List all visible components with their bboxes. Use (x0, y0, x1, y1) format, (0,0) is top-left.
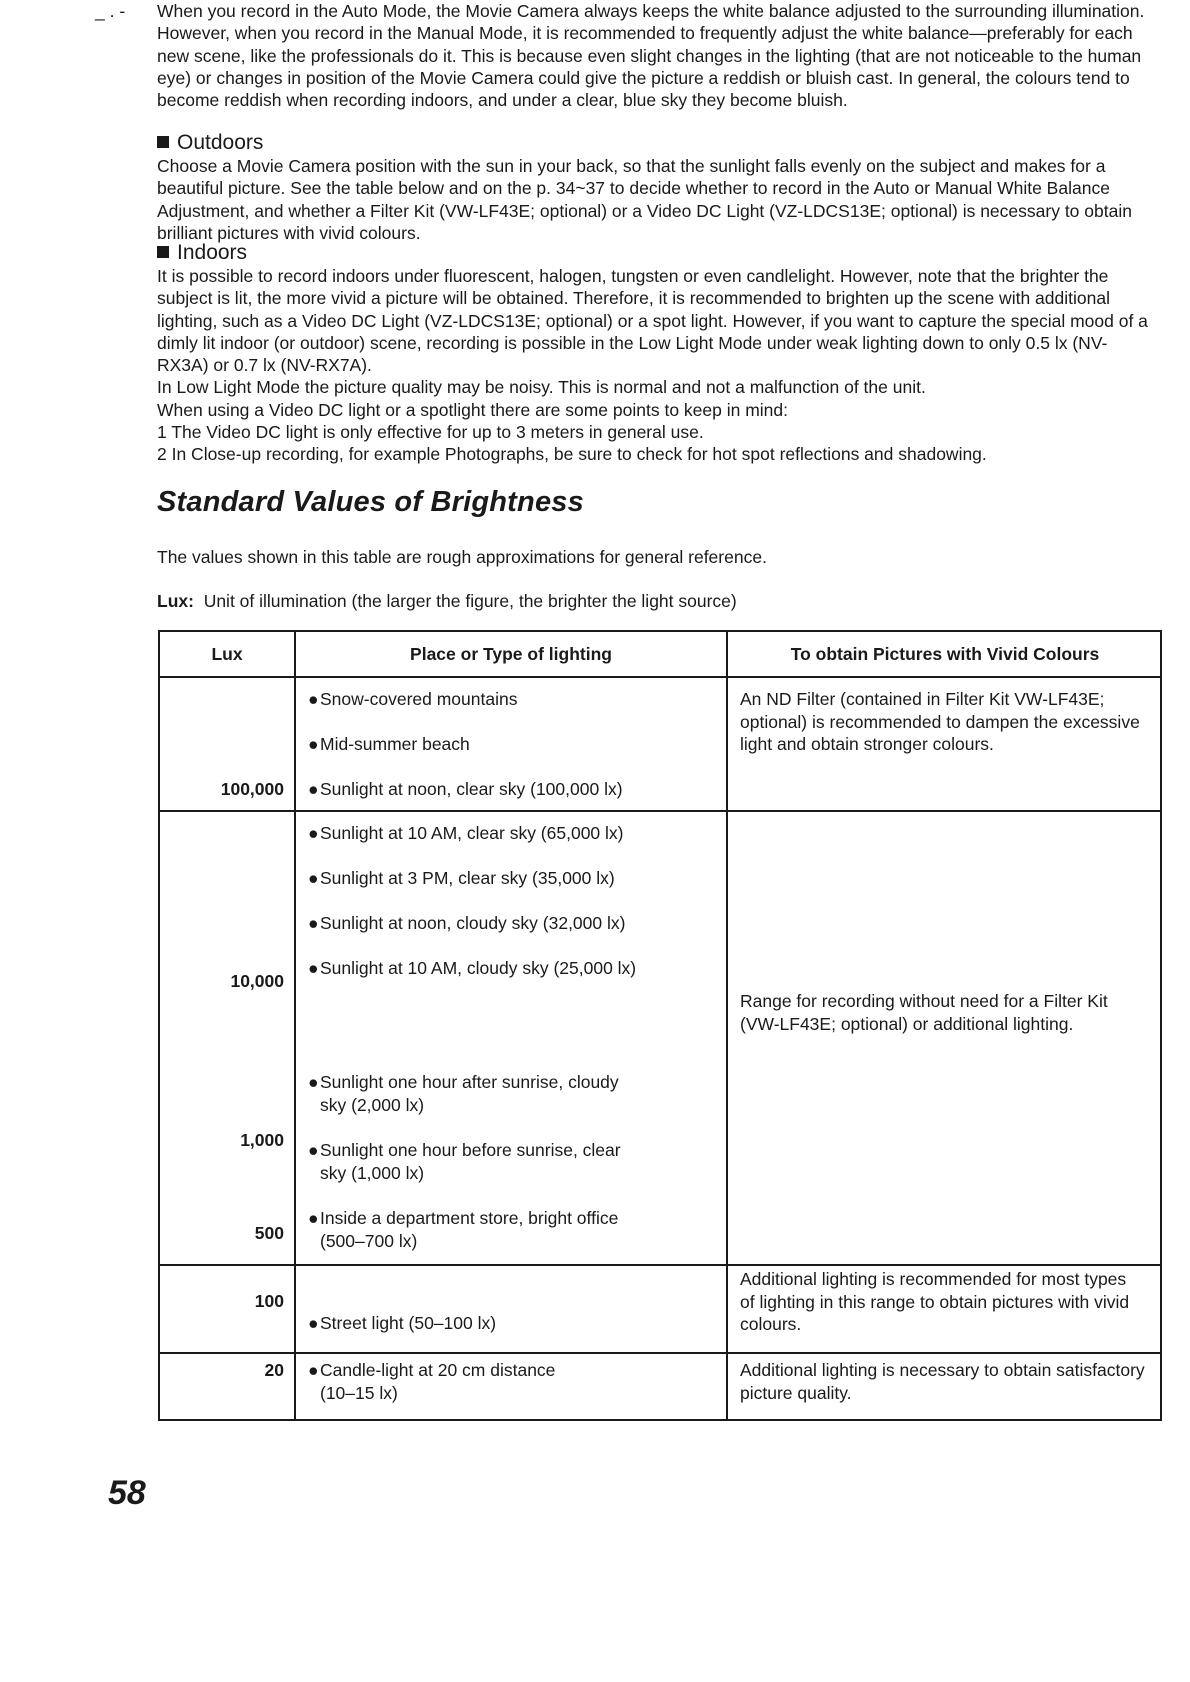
page-number: 58 (108, 1474, 146, 1512)
bullet-icon: ● (308, 1313, 319, 1333)
lux-value: 500 (254, 1223, 284, 1243)
lighting-item-text: Snow-covered mountains (320, 689, 518, 709)
lighting-item-text: Sunlight at 10 AM, clear sky (65,000 lx) (320, 823, 624, 843)
white-balance-paragraph: When you record in the Auto Mode, the Movie Camera always keeps the white balance adjusted to the surrounding illumination. However, when you record in the Manual Mode, it is recommended to frequently adjust the white balance—preferably for each new scene, like the professionals do it. This is because even slight changes in the lighting (that are not noticeable to the human eye) or changes in position of the Movie Camera could give the picture a reddish or bluish cast. In general, the colours tend to become reddish when recording indoors, and under a clear, blue sky they become bluish. (157, 1, 1145, 111)
vivid-advice: Additional lighting is necessary to obtain satisfactory picture quality. (740, 1360, 1145, 1403)
lighting-item-continuation: (10–15 lx) (320, 1382, 398, 1403)
lighting-item-text: Candle-light at 20 cm distance (320, 1360, 556, 1380)
lighting-item-text: Sunlight at 10 AM, cloudy sky (25,000 lx) (320, 958, 637, 978)
lighting-item (308, 1359, 708, 1404)
bullet-icon: ● (308, 689, 319, 709)
lighting-item (308, 912, 708, 935)
lux-value: 100 (254, 1291, 284, 1311)
header-lux: Lux (211, 644, 243, 664)
low-light-note: In Low Light Mode the picture quality may be noisy. This is normal and not a malfunction of the unit. (157, 377, 926, 398)
lighting-item-text: Sunlight at noon, clear sky (100,000 lx) (320, 779, 623, 799)
lighting-item-text: Inside a department store, bright office (320, 1208, 619, 1228)
bullet-icon: ● (308, 1072, 319, 1092)
indoors-heading (157, 241, 1157, 265)
bullet-icon: ● (308, 1360, 319, 1380)
vivid-advice: Additional lighting is recommended for most types of lighting in this range to obtain pictures with vivid colours. (740, 1269, 1130, 1334)
vivid-advice: An ND Filter (contained in Filter Kit VW-LF43E; optional) is recommended to dampen the excessive light and obtain stronger colours. (740, 689, 1140, 754)
header-vivid: To obtain Pictures with Vivid Colours (790, 644, 1100, 664)
lighting-item (308, 957, 708, 980)
margin-marks: _ . - (95, 1, 126, 21)
bullet-icon: ● (308, 913, 319, 933)
lighting-item-text: Sunlight one hour after sunrise, cloudy (320, 1072, 619, 1092)
row-divider (160, 810, 1160, 812)
bullet-icon: ● (308, 868, 319, 888)
column-divider (726, 632, 728, 1419)
lighting-item-continuation: sky (1,000 lx) (320, 1162, 425, 1183)
bullet-icon: ● (308, 779, 319, 799)
square-bullet-icon (157, 246, 169, 258)
lighting-item-text: Street light (50–100 lx) (320, 1313, 497, 1333)
bullet-icon: ● (308, 958, 319, 978)
lighting-item-text: Mid-summer beach (320, 734, 470, 754)
lux-definition (157, 590, 737, 612)
header-divider (160, 676, 1160, 678)
lighting-item-continuation: sky (2,000 lx) (320, 1094, 425, 1115)
brightness-table (158, 630, 1162, 1421)
lighting-item-text: Sunlight at 3 PM, clear sky (35,000 lx) (320, 868, 615, 888)
lighting-item-text: Sunlight at noon, cloudy sky (32,000 lx) (320, 913, 626, 933)
lighting-item (308, 1207, 708, 1252)
lighting-item (308, 1312, 708, 1335)
lux-value: 100,000 (220, 779, 284, 799)
lighting-item (308, 733, 708, 756)
row-divider (160, 1264, 1160, 1266)
bullet-icon: ● (308, 1140, 319, 1160)
bullet-icon: ● (308, 1208, 319, 1228)
lux-value: 20 (264, 1360, 284, 1380)
bullet-icon: ● (308, 823, 319, 843)
lighting-point-1: 1 The Video DC light is only effective for up to 3 meters in general use. (157, 422, 704, 443)
lighting-item (308, 778, 708, 801)
section-title: Standard Values of Brightness (157, 486, 584, 518)
lighting-item-continuation: (500–700 lx) (320, 1230, 418, 1251)
vivid-advice: Range for recording without need for a Filter Kit (VW-LF43E; optional) or additional lighting. (740, 991, 1108, 1034)
indoors-heading-text: Indoors (177, 241, 248, 264)
lux-value: 1,000 (240, 1130, 284, 1150)
indoors-paragraph: It is possible to record indoors under fluorescent, halogen, tungsten or even candlelight. However, note that the brighter the subject is lit, the more vivid a picture will be obtained. Therefore, it is recommended to brighten up the scene with additional lighting, such as a Video DC Light (VZ-LDCS13E; optional) or a spot light. However, if you want to capture the special mood of a dimly lit indoor (or outdoor) scene, recording is possible in the Low Light Mode under weak lighting down to only 0.5 lx (NV-RX3A) or 0.7 lx (NV-RX7A). (157, 266, 1148, 376)
lux-label: Lux: (157, 591, 194, 611)
lighting-item (308, 688, 708, 711)
row-divider (160, 1352, 1160, 1354)
bullet-icon: ● (308, 734, 319, 754)
outdoors-heading (157, 131, 1157, 155)
lux-value: 10,000 (230, 971, 284, 991)
square-bullet-icon (157, 136, 169, 148)
lighting-item (308, 822, 708, 845)
outdoors-section (157, 131, 1157, 244)
lighting-item (308, 867, 708, 890)
header-place: Place or Type of lighting (410, 644, 612, 664)
table-reference-note: The values shown in this table are rough approximations for general reference. (157, 547, 767, 567)
lighting-point-2: 2 In Close-up recording, for example Photographs, be sure to check for hot spot reflections and shadowing. (157, 444, 987, 465)
indoors-section (157, 241, 1157, 466)
lighting-item (308, 1139, 708, 1184)
lighting-item (308, 1071, 708, 1116)
lux-definition-text: Unit of illumination (the larger the figure, the brighter the light source) (203, 591, 737, 611)
column-divider (294, 632, 296, 1419)
outdoors-heading-text: Outdoors (177, 131, 264, 154)
lighting-points-intro: When using a Video DC light or a spotlight there are some points to keep in mind: (157, 399, 788, 420)
outdoors-paragraph: Choose a Movie Camera position with the sun in your back, so that the sunlight falls evenly on the subject and makes for a beautiful picture. See the table below and on the p. 34~37 to decide whether to record in the Auto or Manual White Balance Adjustment, and whether a Filter Kit (VW-LF43E; optional) or a Video DC Light (VZ-LDCS13E; optional) is necessary to obtain brilliant pictures with vivid colours. (157, 156, 1132, 243)
lighting-item-text: Sunlight one hour before sunrise, clear (320, 1140, 621, 1160)
